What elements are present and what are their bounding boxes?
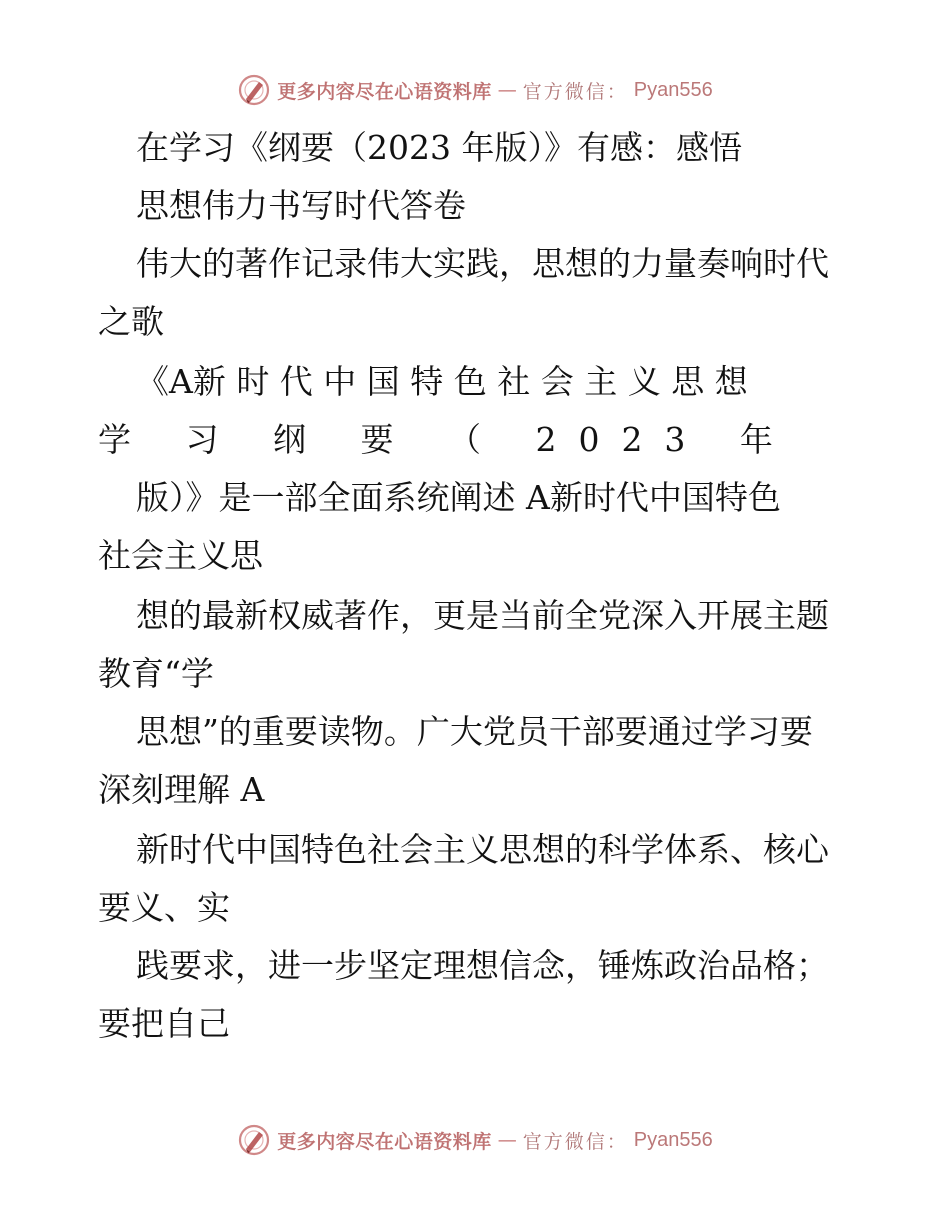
text-line: 思想伟力书写时代答卷: [136, 186, 466, 225]
pen-nib-circle-icon: [237, 73, 271, 107]
footer-wechat-label: 官方微信：: [522, 1130, 628, 1153]
text-line: 思想”的重要读物。广大党员干部要通过学习要: [136, 712, 813, 751]
header-wechat-id: Pyan556: [633, 78, 713, 101]
text-line: 要义、实: [98, 888, 230, 927]
footer-wechat-id: Pyan556: [633, 1128, 713, 1151]
text-line: 教育“学: [98, 654, 214, 693]
header-watermark: [0, 70, 950, 110]
footer-separator: —: [497, 1129, 517, 1151]
text-line: 之歌: [98, 302, 164, 341]
text-line: 要把自己: [98, 1004, 230, 1043]
text-line: 想的最新权威著作，更是当前全党深入开展主题: [136, 596, 829, 635]
text-line: 深刻理解 A: [98, 770, 265, 809]
text-line: 在学习《纲要（2023 年版）》有感：感悟: [136, 128, 742, 167]
text-line: 社会主义思: [98, 536, 263, 575]
text-line: 新时代中国特色社会主义思想的科学体系、核心: [136, 830, 829, 869]
header-wechat-label: 官方微信：: [522, 80, 628, 103]
text-line: 践要求，进一步坚定理想信念，锤炼政治品格；: [136, 946, 829, 985]
text-line: 《A新 时 代 中 国 特 色 社 会 主 义 思 想: [136, 362, 748, 401]
header-brand-text: 更多内容尽在心语资料库: [277, 80, 492, 103]
text-line: 学 习 纲 要 （ 2023 年: [98, 420, 795, 459]
text-line: 伟大的著作记录伟大实践，思想的力量奏响时代: [136, 244, 829, 283]
pen-nib-circle-icon: [237, 1123, 271, 1157]
footer-brand-text: 更多内容尽在心语资料库: [277, 1130, 492, 1153]
footer-watermark: [0, 1120, 950, 1160]
text-line: 版）》是一部全面系统阐述 A新时代中国特色: [136, 478, 781, 517]
header-separator: —: [497, 79, 517, 101]
